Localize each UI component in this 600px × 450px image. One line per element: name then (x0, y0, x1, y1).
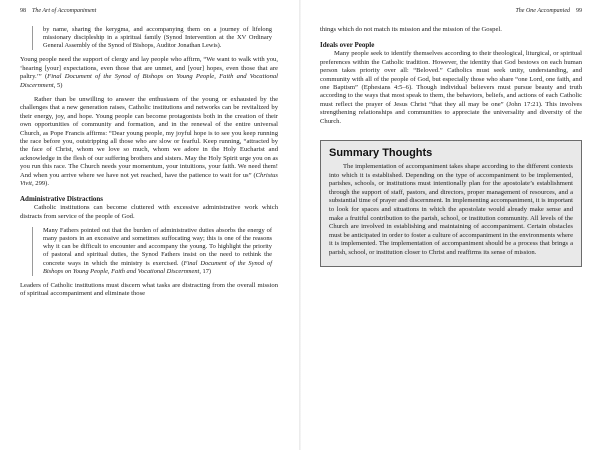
citation-end: , 5) (53, 81, 63, 89)
right-page-number: 99 (576, 8, 582, 14)
right-page (300, 0, 600, 450)
paragraph-young-people-support (20, 56, 278, 90)
citation-end: , 299). (31, 179, 50, 187)
paragraph-text: Rather than be unwilling to answer the enthusiasm of the young or exhausted by the challenges that a new generation raises, Catholic institutions and networks can be revitalized by their energy, joy, and hope. Young people can become protagonists both in the creation of their own opportunities of community and formation, and in the renewal of the entire universal Church, as Pope Francis affirms: “Dear young people, my joyful hope is to see you keep running the race before you, outstripping all those who are slow or fearful. Keep running, “attracted by the face of Christ, whom we love so much, whom we adore in the Holy Eucharist and acknowledge in the flesh of our suffering brothers and sisters. May the Holy Spirit urge you on as you run this race. The Church needs your momentum, your intuitions, your faith. We need them! And when you arrive where we have not yet reached, have the patience to wait for us” ( (20, 95, 278, 179)
left-running-head (20, 8, 96, 14)
paragraph-identity: Many people seek to identify themselves according to their theological, liturgical, or spiritual preferences within the Catholic tradition. However, the identity that God bestows on each human person takes priority over all: “Beloved.” Catholics must seek unity, understanding, and community with all of the people of God, but especially those who share “one Lord, one faith, and one Baptism” (Ephesians 4:5–6). Though individual believers must pursue beauty and truth according to the ways that most speak to them, the behaviors, beliefs, and actions of each Catholic must reflect the prayer of Jesus Christ “that they all may be one” (John 17:21). This involves strengthening relationships and communities to appreciate the universality and diversity of the Church. (320, 50, 582, 125)
paragraph-continuation: things which do not match its mission and the mission of the Gospel. (320, 26, 502, 33)
quote-text: by name, sharing the kerygma, and accompanying them on a journey of lifelong missionary discipleship in a spiritual family (Synod Intervention at the XV Ordinary General Assembly of the Synod of Bishops, Auditor Jonathan Lewis). (43, 26, 272, 50)
summary-text: The implementation of accompaniment takes shape according to the different contexts into which it is established. Depending on the type of accompaniment to be implemented, parishes, schools, or institutions must intentionally plan for the apostolate’s establishment through the support of staff, pastors, and directors, proper management of resources, and a substantial time of prayer and discernment. In implementing accompaniment, it is important to look for spaces and situations in which the apostolate would already make sense and make a fruitful contribution to the parish, school, or institution community. All levels of the Church are involved in establishing and maintaining of accompaniment. Certain obstacles must be anticipated in order to foster a culture of accompaniment in the environments where it is implemented. The implementation of accompaniment should be a process that brings a parish, school, or institution closer to Christ and reaffirms its sense of mission. (329, 163, 573, 256)
citation: Final Document of the Synod of Bishops on Young People, Faith and Vocational Discernment (43, 259, 272, 275)
summary-title: Summary Thoughts (329, 147, 433, 160)
left-page-number: 98 (20, 8, 26, 14)
right-running-head (515, 8, 582, 14)
paragraph-leaders-discern: Leaders of Catholic institutions must discern what tasks are distracting from the overall mission of spiritual accompaniment and eliminate those (20, 281, 278, 298)
right-running-title: The One Accompanied (515, 8, 570, 14)
paragraph-cluttered: Catholic institutions can become cluttered with excessive administrative work which distracts from service of the people of God. (20, 204, 278, 220)
left-running-title: The Art of Accompaniment (32, 8, 97, 14)
citation: Final Document of the Synod of Bishops on Young People, Faith and Vocational Discernment (20, 73, 278, 89)
subhead-administrative-distractions: Administrative Distractions (20, 195, 104, 204)
subhead-ideals-over-people: Ideals over People (320, 41, 375, 50)
block-quote-synod-intervention (32, 26, 272, 50)
citation: Christus Vivit (20, 171, 278, 187)
paragraph-text: Young people need the support of clergy and lay people who affirm, “We want to walk with you, ‘hearing [your] expectations, even those that are unmet, and [your] hopes, even those that are paltry.’” ( (20, 56, 278, 81)
summary-box (320, 140, 582, 267)
citation-end: , 17) (199, 267, 212, 275)
quote-body: Many Fathers pointed out that the burden of administrative duties absorbs the energy of many pastors in an excessive and sometimes suffocating way; this is one of the reasons why it can be difficult to encounter and accompany the young. To highlight the priority of pastoral and spiritual duties, the Synod Fathers insist on the need to rethink the concrete ways in which the ministry is exercised. ( (43, 227, 272, 267)
block-quote-many-fathers (32, 227, 272, 276)
paragraph-revitalized (20, 96, 278, 188)
quote-text (43, 227, 272, 276)
